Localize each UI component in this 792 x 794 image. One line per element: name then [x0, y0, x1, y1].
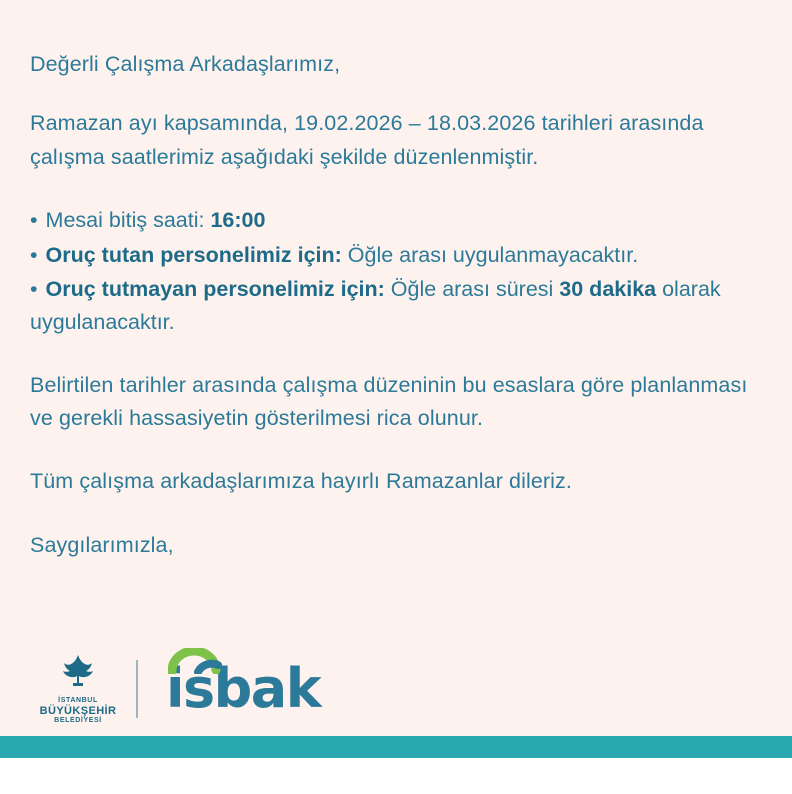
ibb-logo-text	[40, 697, 117, 726]
closing-paragraph: Belirtilen tarihler arasında çalışma düzeninin bu esaslara göre planlanması ve gerekli hassasiyetin gösterilmesi rica olunur.	[30, 372, 748, 430]
ibb-logo	[30, 653, 126, 726]
bullet-value: Öğle arası süresi	[384, 277, 560, 302]
bullet-tail: olarak uygulanacaktır.	[30, 277, 721, 334]
ibb-tulip-icon	[57, 653, 99, 693]
bullet-label: Oruç tutan personelimiz için:	[45, 242, 342, 267]
ibb-logo-line3: BELEDİYESİ	[54, 717, 102, 725]
bullet-marker: •	[30, 277, 38, 302]
schedule-bullet-list	[30, 204, 762, 339]
bullet-item	[30, 204, 762, 237]
isbak-arc-icon	[168, 648, 222, 674]
regards-text: Saygılarımızla,	[30, 532, 174, 557]
logo-row	[30, 654, 320, 724]
wish-paragraph: Tüm çalışma arkadaşlarımıza hayırlı Ramazanlar dileriz.	[30, 469, 572, 494]
bullet-value: 16:00	[210, 207, 266, 232]
isbak-logo	[166, 657, 321, 720]
intro-paragraph: Ramazan ayı kapsamında, 19.02.2026 – 18.03.2026 tarihleri arasında çalışma saatlerimiz aşağıdaki şekilde düzenlenmiştir.	[30, 111, 704, 169]
isbak-wordmark: isbak	[166, 657, 321, 720]
bullet-emphasis: 30 dakika	[559, 277, 657, 302]
bullet-marker: •	[30, 207, 38, 232]
bullet-item	[30, 239, 762, 272]
bullet-label: Mesai bitiş saati:	[45, 207, 211, 232]
footer-accent-bar	[0, 736, 792, 758]
bullet-label: Oruç tutmayan personelimiz için:	[45, 277, 385, 302]
ibb-logo-line2: BÜYÜKŞEHİR	[39, 704, 117, 717]
bullet-value: Öğle arası uygulanmayacaktır.	[341, 242, 639, 267]
logo-divider	[136, 660, 138, 718]
bullet-item	[30, 273, 762, 338]
ibb-logo-line1: İSTANBUL	[58, 696, 98, 704]
greeting-text: Değerli Çalışma Arkadaşlarımız,	[30, 52, 341, 76]
bullet-marker: •	[30, 242, 38, 267]
footer-white-strip	[0, 758, 792, 794]
